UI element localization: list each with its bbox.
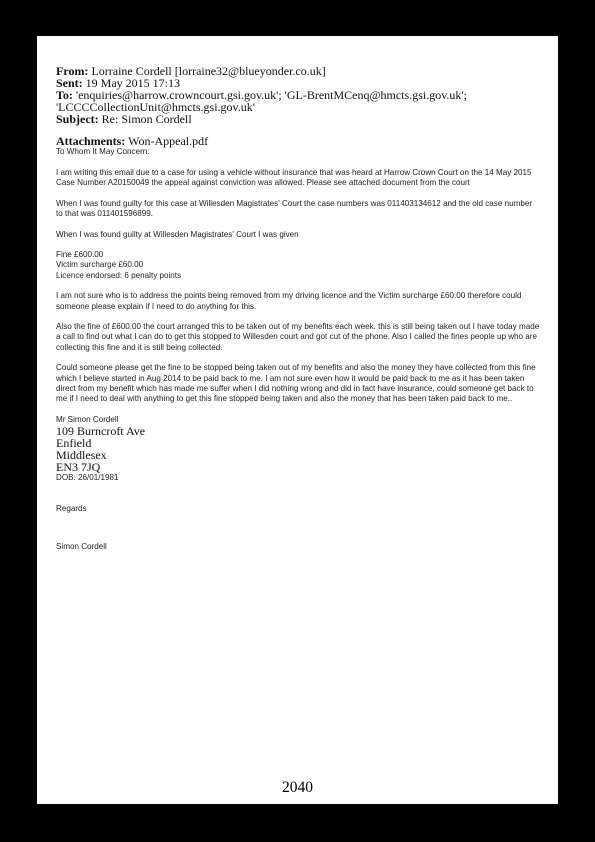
address-line: Enfield — [56, 435, 92, 450]
address-line: EN3 7JQ — [56, 459, 101, 474]
regards: Regards — [56, 504, 87, 514]
paragraph-sentence: When I was found guilty at Willesden Magistrates' Court I was given — [56, 229, 299, 239]
attachments-line — [56, 135, 540, 147]
salutation: To Whom It May Concern: — [56, 147, 150, 156]
email-content — [56, 65, 540, 552]
address — [56, 425, 540, 473]
paragraph-request: Could someone please get the fine to be stopped being taken out of my benefits and also the money they have collected from this fine which I believe started in Aug 2014 to be paid back to me. I am not sure even how it would be paid back to me as it has been taken direct from my benefit which has made me suffer when I did nothing wrong and did in fact have insurance, could someone get back to me if I need to deal with anything to get this fine stopped being taken and also the money that has been taken paid back to me.. — [56, 363, 536, 403]
attachments-label: Attachments: — [56, 134, 126, 148]
sent-value: 19 May 2015 17:13 — [85, 76, 181, 90]
paragraph-appeal: I am writing this email due to a case for using a vehicle without insurance that was heard at Harrow Crown Court on the 14 May 2015 Case Number A20150049 the appeal against conviction was allowed. Please see attached document from the court — [56, 167, 532, 187]
subject-line — [56, 113, 540, 125]
address-line: Middlesex — [56, 447, 107, 462]
penalty-list — [56, 250, 540, 281]
date-of-birth: DOB: 26/01/1981 — [56, 472, 119, 482]
subject-value: Re: Simon Cordell — [101, 112, 192, 126]
page-number: 2040 — [282, 779, 313, 796]
address-line: 109 Burncroft Ave — [56, 423, 146, 438]
penalty-licence: Licence endorsed: 6 penalty points — [56, 270, 182, 280]
to-label: To: — [56, 88, 73, 102]
from-label: From: — [56, 64, 89, 78]
signoff-name: Simon Cordell — [56, 542, 107, 552]
penalty-fine: Fine £600.00 — [56, 250, 104, 260]
paragraph-fine-deduction: Also the fine of £600.00 the court arranged this to be taken out of my benefits each week. this is still being taken out I have today made a call to find out what I can do to get this stopped to Willesden court and got cut of the phone. Also I called the fines people up who are collecting this fine and it is still being collected. — [56, 322, 540, 352]
penalty-surcharge: Victim surcharge £60.00 — [56, 260, 144, 270]
attachment-file: Won-Appeal.pdf — [128, 134, 209, 148]
sent-label: Sent: — [56, 76, 83, 90]
paragraph-points: I am not sure who is to address the points being removed from my driving licence and the Victim surcharge £60.00 therefore could someone please explain if I need to do anything for this. — [56, 291, 522, 311]
from-value: Lorraine Cordell [lorraine32@blueyonder.co.uk] — [91, 64, 326, 78]
paragraph-case-numbers: When I was found guilty for this case at Willesden Magistrates' Court the case numbers was 011403134612 and the old case number to that was 011401596899. — [56, 198, 533, 218]
to-value-line1: 'enquiries@harrow.crowncourt.gsi.gov.uk'; 'GL-BrentMCenq@hmcts.gsi.gov.uk'; — [75, 88, 467, 102]
signature-block — [56, 415, 540, 483]
subject-label: Subject: — [56, 112, 99, 126]
email-body — [56, 147, 540, 552]
document-page — [37, 36, 558, 804]
email-header — [56, 65, 540, 147]
sender-name: Mr Simon Cordell — [56, 414, 119, 424]
to-line-continued: 'LCCCCollectionUnit@hmcts.gsi.gov.uk' — [56, 100, 255, 114]
